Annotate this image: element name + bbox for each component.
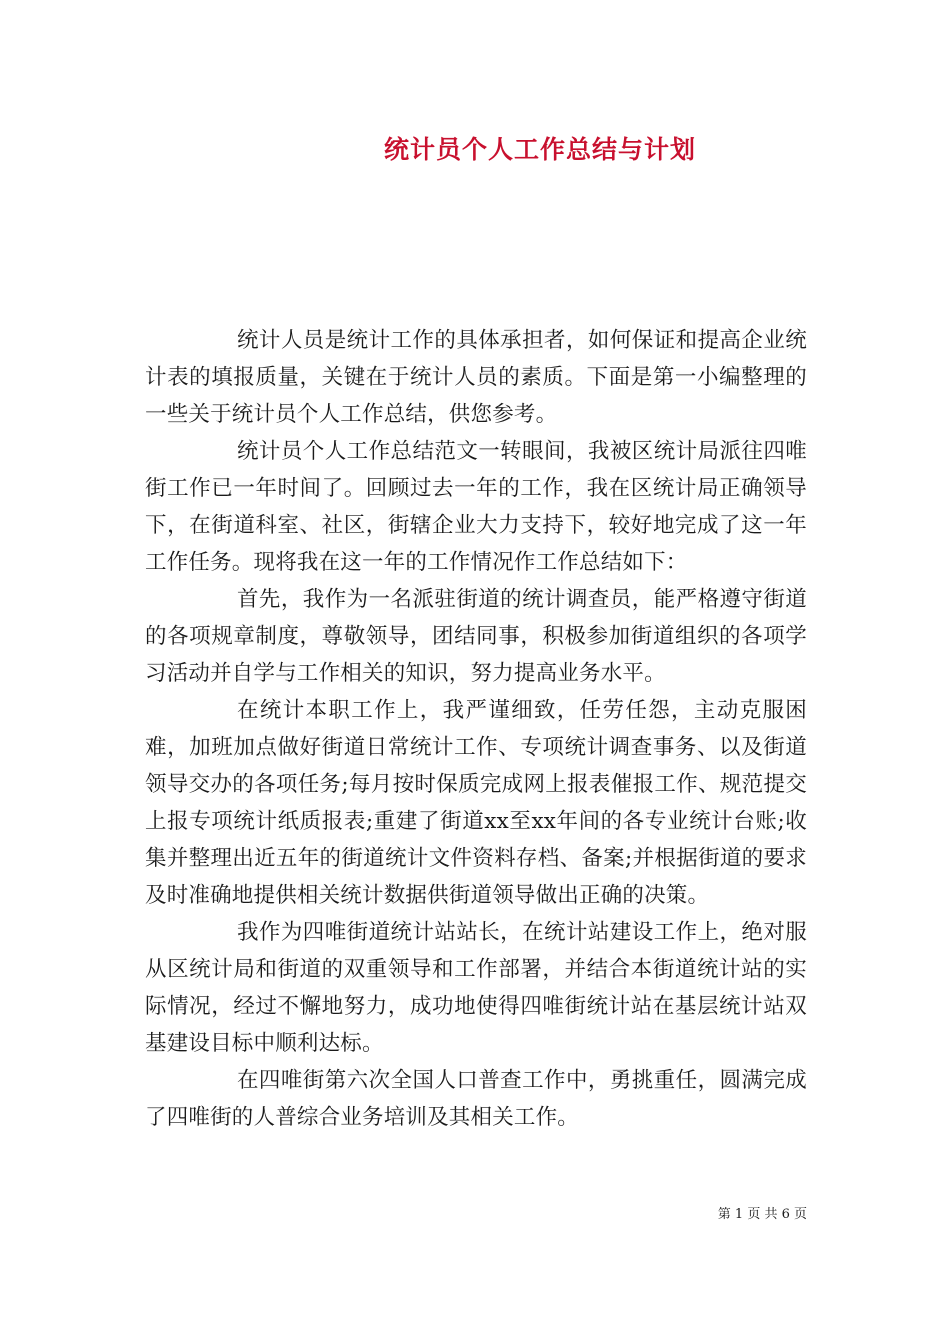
paragraph-census-work: 在四唯街第六次全国人口普查工作中，勇挑重任，圆满完成了四唯街的人普综合业务培训及其相关工作。 bbox=[145, 1068, 807, 1130]
paragraph-intro: 统计人员是统计工作的具体承担者，如何保证和提高企业统计表的填报质量，关键在于统计人员的素质。下面是第一小编整理的一些关于统计员个人工作总结，供您参考。 bbox=[145, 328, 807, 427]
document-title: 统计员个人工作总结与计划 bbox=[383, 135, 696, 164]
paragraph-statistics-work: 在统计本职工作上，我严谨细致，任劳任怨，主动克服困难，加班加点做好街道日常统计工作、专项统计调查事务、以及街道领导交办的各项任务;每月按时保质完成网上报表催报工作、规范提交上报专项统计纸质报表;重建了街道xx至xx年间的各专业统计台账;收集并整理出近五年的街道统计文件资料存档、备案;并根据街道的要求及时准确地提供相关统计数据供街道领导做出正确的决策。 bbox=[145, 698, 807, 908]
paragraph-first-point: 首先，我作为一名派驻街道的统计调查员，能严格遵守街道的各项规章制度，尊敬领导，团结同事，积极参加街道组织的各项学习活动并自学与工作相关的知识，努力提高业务水平。 bbox=[145, 587, 807, 686]
page-number-footer: 第 1 页 共 6 页 bbox=[717, 1207, 807, 1222]
document-body bbox=[145, 322, 807, 1136]
paragraph-station-building: 我作为四唯街道统计站站长，在统计站建设工作上，绝对服从区统计局和街道的双重领导和工作部署，并结合本街道统计站的实际情况，经过不懈地努力，成功地使得四唯街统计站在基层统计站双基建设目标中顺利达标。 bbox=[145, 920, 807, 1056]
paragraph-summary-opening: 统计员个人工作总结范文一转眼间，我被区统计局派往四唯街工作已一年时间了。回顾过去一年的工作，我在区统计局正确领导下，在街道科室、社区，街辖企业大力支持下，较好地完成了这一年工作任务。现将我在这一年的工作情况作工作总结如下： bbox=[145, 439, 807, 575]
